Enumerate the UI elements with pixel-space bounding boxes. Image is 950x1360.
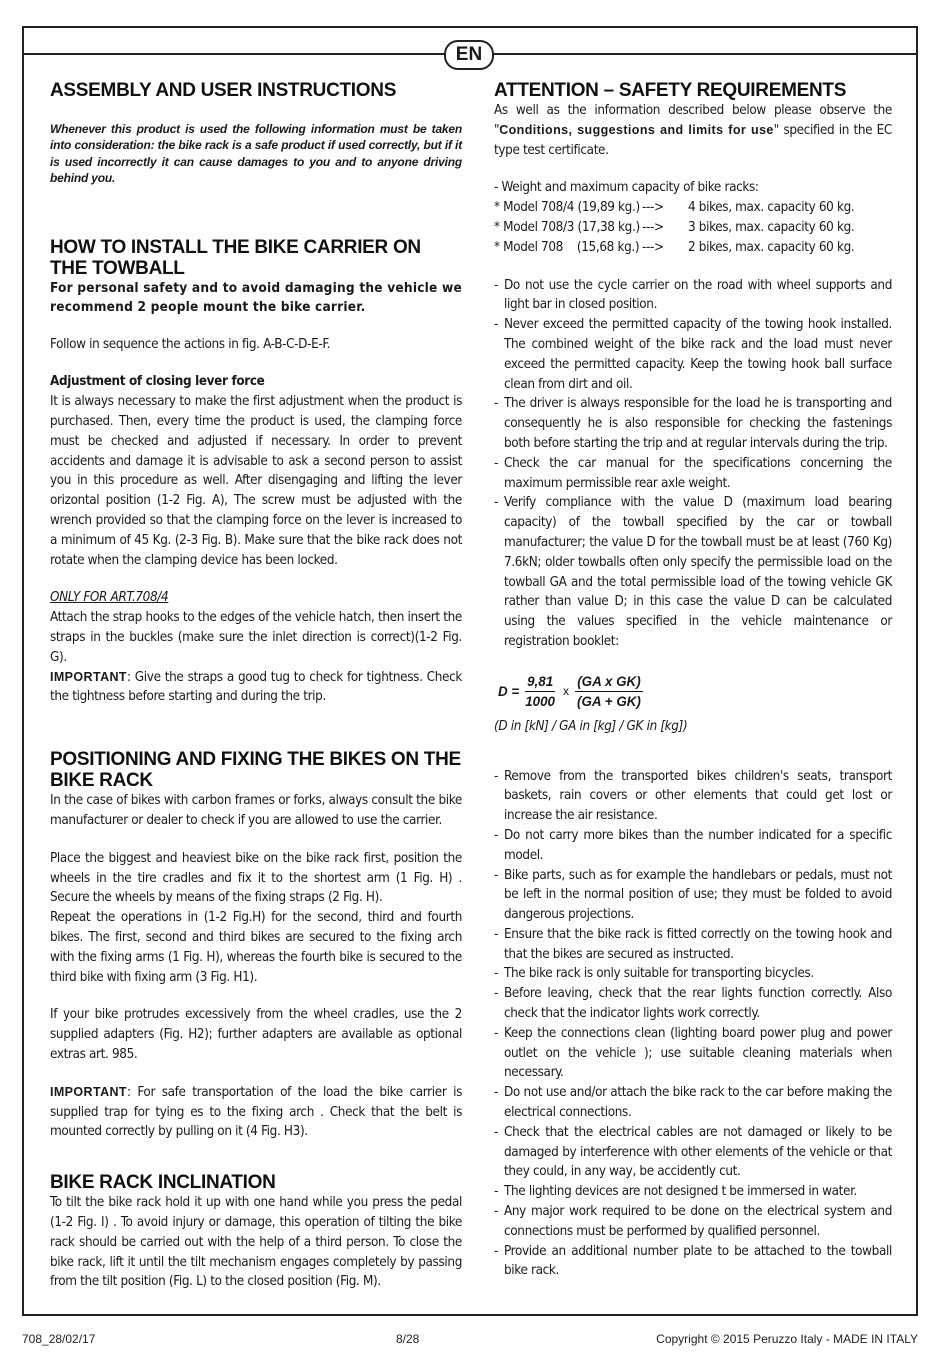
weight-heading: - Weight and maximum capacity of bike racks: [494, 180, 759, 196]
right-column [494, 80, 892, 1281]
formula-denominator-2: (GA + GK) [577, 693, 641, 709]
list-item: - Ensure that the bike rack is fitted correctly on the towing hook and that the bikes are secured as instructed. [494, 925, 892, 965]
formula-fraction [523, 674, 557, 709]
safety-title: ATTENTION – SAFETY REQUIREMENTS [494, 80, 847, 101]
safety-intro [494, 101, 892, 160]
install-title: HOW TO INSTALL THE BIKE CARRIER ON THE TOWBALL [50, 236, 421, 279]
model-capacity: 2 bikes, max. capacity 60 kg. [688, 239, 855, 255]
positioning-p1: In the case of bikes with carbon frames or forks, always consult the bike manufacturer or dealer to check if you are allowed to use the carrier. [50, 793, 462, 828]
formula-lhs: D = [498, 683, 520, 699]
safety-list-b [494, 767, 892, 1282]
safety-intro-bold: Conditions, suggestions and limits for use [499, 122, 774, 137]
model-name: * Model 708 (15,68 kg.) [494, 239, 640, 255]
list-item: - Check the car manual for the specifications concerning the maximum permissible rear axle weight. [494, 454, 892, 494]
formula-times: x [563, 684, 570, 699]
formula-fraction-2 [575, 674, 643, 709]
safety-intro-part1: As well as the information described below please observe the " [494, 103, 892, 138]
lever-text: It is always necessary to make the first adjustment when the product is purchased. Then, every time the product is used, the clamping force must be checked and adjusted if necessary. In order to prevent accidents and damage it is advisable to ask a second person to assist you in this procedure as well. After disengaging and lifting the lever orizontal position (1-2 Fig. A), The screw must be adjusted with the wrench provided so that the clamping force on the lever is increased to a minimum of 45 Kg. (2-3 Fig. B). Make sure that the bike rack does not rotate when the clamping device has been locked. [50, 394, 462, 568]
list-item: - Before leaving, check that the rear lights function correctly. Also check that the indicator lights work correctly. [494, 984, 892, 1024]
safety-list-a [494, 276, 892, 652]
assembly-notice: Whenever this product is used the following information must be taken into consideration: the bike rack is a safe product if used correctly, but if it is used incorrectly it can cause damages to you and to anyone driving behind you. [50, 122, 462, 186]
list-item: - Remove from the transported bikes children's seats, transport baskets, rain covers or other elements that could get lost or increase the air resistance. [494, 767, 892, 826]
list-item: - Never exceed the permitted capacity of the towing hook installed. The combined weight of the bike rack and the load must never exceed the permitted capacity. Keep the towing hook ball surface clean from dirt and oil. [494, 315, 892, 394]
footer-copyright: Copyright © 2015 Peruzzo Italy - MADE IN ITALY [656, 1332, 918, 1346]
install-sequence: Follow in sequence the actions in fig. A-B-C-D-E-F. [50, 336, 331, 352]
art-important [50, 668, 462, 708]
towball-formula [498, 674, 892, 709]
list-item: - Do not use and/or attach the bike rack to the car before making the electrical connections. [494, 1083, 892, 1123]
list-item: - Check that the electrical cables are not damaged or likely to be damaged by interference with other elements of the vehicle or that they could, in any way, be accidently cut. [494, 1123, 892, 1182]
footer-code: 708_28/02/17 [22, 1332, 96, 1346]
footer-page-number: 8/28 [396, 1332, 420, 1346]
formula-numerator-2: (GA x GK) [575, 674, 642, 692]
lever-heading: Adjustment of closing lever force [50, 374, 265, 390]
list-item: - Keep the connections clean (lighting board power plug and power outlet on the vehicle ); use suitable cleaning materials when necessary. [494, 1024, 892, 1083]
model-row [494, 238, 892, 258]
assembly-title: ASSEMBLY AND USER INSTRUCTIONS [50, 80, 397, 101]
list-item: - Verify compliance with the value D (maximum load bearing capacity) of the towball specified by the car or towball manufacturer; the value D for the towball must be at least (760 Kg) 7.6kN; older towballs often only specify the permissible load on the towball GA and the total permissible load of the towing vehicle GK rather than value D; in this case the value D can be calculated using the values specified in the vehicle maintenance or registration booklet: [494, 493, 892, 651]
model-name: * Model 708/4 (19,89 kg.) [494, 200, 640, 216]
model-name: * Model 708/3 (17,38 kg.) [494, 219, 640, 235]
list-item: - The bike rack is only suitable for transporting bicycles. [494, 964, 892, 984]
positioning-p3: Repeat the operations in (1-2 Fig.H) for the second, third and fourth bikes. The first, second and third bikes are secured to the fixing arch with the fixing arms (1 Fig. H), whereas the fourth bike is secured to the third bike with fixing arm (3 Fig. H1). [50, 910, 462, 985]
left-column [50, 80, 462, 1292]
model-arrow: ---> [642, 219, 664, 235]
art-text: Attach the strap hooks to the edges of the vehicle hatch, then insert the straps in the buckles (make sure the inlet direction is correct)(1-2 Fig. G). [50, 610, 462, 665]
positioning-title: POSITIONING AND FIXING THE BIKES ON THE BIKE RACK [50, 749, 461, 792]
model-capacity: 3 bikes, max. capacity 60 kg. [688, 219, 855, 235]
important-label: IMPORTANT [50, 1084, 127, 1099]
art-heading: ONLY FOR ART.708/4 [50, 590, 169, 606]
art-important-text: : Give the straps a good tug to check for tightness. Check the tightness before starting and during the trip. [50, 669, 462, 705]
model-row [494, 218, 892, 238]
model-capacity: 4 bikes, max. capacity 60 kg. [688, 200, 855, 216]
positioning-important [50, 1083, 462, 1142]
positioning-p2: Place the biggest and heaviest bike on the bike rack first, position the wheels in the tire cradles and fix it to the shortest arm (1 Fig. H) . Secure the wheels by means of the fixing straps (2 Fig. H). [50, 850, 462, 906]
list-item: - The driver is always responsible for the load he is transporting and consequently he is also responsible for checking the fastenings both before starting the trip and at regular intervals during the trip. [494, 394, 892, 453]
list-item: - Do not use the cycle carrier on the road with wheel supports and light bar in closed position. [494, 276, 892, 316]
list-item: - Do not carry more bikes than the number indicated for a specific model. [494, 826, 892, 866]
model-arrow: ---> [642, 239, 664, 255]
list-item: - Any major work required to be done on the electrical system and connections must be performed by qualified personnel. [494, 1202, 892, 1242]
model-arrow: ---> [642, 200, 664, 216]
list-item: - The lighting devices are not designed t be immersed in water. [494, 1182, 892, 1202]
list-item: - Bike parts, such as for example the handlebars or pedals, must not be left in the normal position of use; they must be folded to avoid dangerous projections. [494, 866, 892, 925]
install-lead: For personal safety and to avoid damaging the vehicle we recommend 2 people mount the bike carrier. [50, 279, 462, 315]
formula-numerator: 9,81 [525, 674, 555, 692]
important-label: IMPORTANT [50, 669, 127, 684]
formula-units: (D in [kN] / GA in [kg] / GK in [kg]) [494, 718, 688, 734]
model-row [494, 198, 892, 218]
list-item: - Provide an additional number plate to be attached to the towball bike rack. [494, 1242, 892, 1282]
positioning-important-text: : For safe transportation of the load the bike carrier is supplied trap for tying es to the fixing arch . Check that the belt is mounted correctly by pulling on it (4 Fig. H3). [50, 1084, 462, 1140]
inclination-title: BIKE RACK INCLINATION [50, 1172, 276, 1194]
language-badge: EN [444, 40, 494, 70]
formula-denominator: 1000 [525, 693, 556, 709]
inclination-text: To tilt the bike rack hold it up with one hand while you press the pedal (1-2 Fig. I) . To avoid injury or damage, this operation of tilting the bike rack should be carried out with the help of a third person. To close the bike rack, lift it until the tilt mechanism engages completely by passing from the tilt position (Fig. L) to the closed position (Fig. M). [50, 1195, 462, 1290]
models-list [494, 198, 892, 257]
safety-intro-part2: " specified in the EC type test certificate. [494, 122, 892, 158]
positioning-p4: If your bike protrudes excessively from the wheel cradles, use the 2 supplied adapters (Fig. H2); further adapters are available as optional extras art. 985. [50, 1007, 462, 1062]
